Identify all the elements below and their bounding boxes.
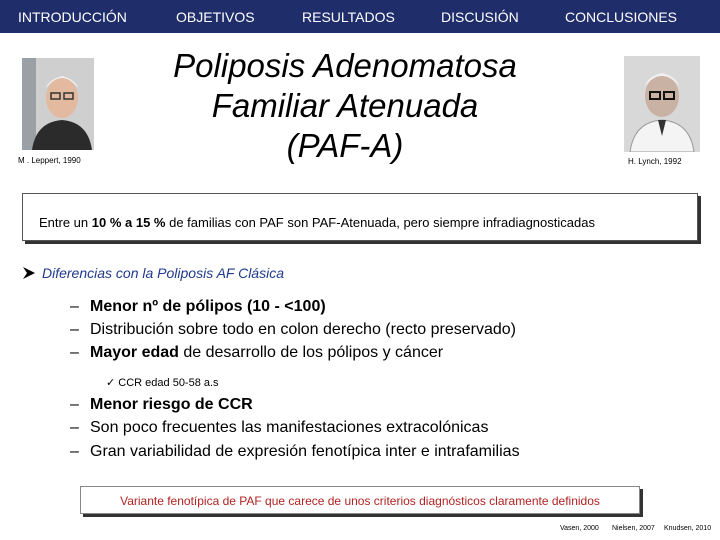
nav-item-objetivos[interactable]: OBJETIVOS	[176, 9, 255, 25]
summary-text-part-a: Entre un	[39, 215, 92, 230]
section-heading	[22, 265, 284, 281]
title-line-3: (PAF-A)	[286, 127, 404, 164]
summary-box	[22, 193, 698, 241]
checkmark-icon: ✓	[106, 377, 116, 389]
summary-text	[39, 215, 595, 230]
section-heading-text: Diferencias con la Poliposis AF Clásica	[42, 265, 284, 281]
list-item-text	[90, 298, 326, 315]
conclusion-text: Variante fenotípica de PAF que carece de unos criterios diagnósticos claramente definidos	[120, 494, 600, 508]
portrait-photo-leppert	[22, 58, 94, 150]
list-item: – Distribución sobre todo en colon derecho (recto preservado)	[70, 321, 517, 338]
summary-percentage: 10 % a 15 %	[91, 215, 166, 230]
list-item-text: Gran variabilidad de expresión fenotípica inter e intrafamilias	[90, 443, 520, 460]
list-item-text: de desarrollo de los pólipos y cáncer	[178, 344, 444, 361]
nav-item-conclusiones[interactable]: CONCLUSIONES	[565, 9, 678, 25]
nav-item-introduccion[interactable]: INTRODUCCIÓN	[18, 9, 127, 25]
summary-text-part-c: de familias con PAF son PAF-Atenuada, pero siempre infradiagnosticadas	[165, 215, 595, 230]
list-item-text: Distribución sobre todo en colon derecho (recto preservado)	[90, 321, 517, 338]
arrow-bullet-icon	[22, 266, 36, 280]
list-item: – Son poco frecuentes las manifestaciones extracolónicas	[70, 419, 489, 436]
list-item: – Gran variabilidad de expresión fenotípica inter e intrafamilias	[70, 443, 520, 460]
nav-item-discusion[interactable]: DISCUSIÓN	[441, 9, 519, 25]
top-navigation-bar	[0, 0, 720, 33]
title-line-2: Familiar Atenuada	[211, 87, 479, 124]
list-item-bold-text: Menor nº de pólipos (10 - <100)	[90, 298, 326, 315]
list-item-text: Son poco frecuentes las manifestaciones extracolónicas	[90, 419, 489, 436]
conclusion-box	[80, 486, 640, 514]
list-item: – Mayor edad de desarrollo de los pólipos y cáncer	[70, 344, 444, 361]
list-item: – Menor riesgo de CCR	[70, 396, 253, 413]
person-portrait-icon	[22, 58, 94, 150]
slide-title	[150, 46, 540, 166]
portrait-caption-left: M . Leppert, 1990	[18, 156, 81, 165]
reference-knudsen: Knudsen, 2010	[664, 525, 712, 532]
nav-item-resultados[interactable]: RESULTADOS	[302, 9, 395, 25]
list-item-bold-text: Menor riesgo de CCR	[90, 396, 253, 413]
reference-nielsen: Nielsen, 2007	[612, 525, 655, 532]
sub-list-item-text: CCR edad 50-58 a.s	[118, 377, 219, 389]
list-item: – Menor nº de pólipos (10 - <100)	[70, 298, 326, 315]
list-item-bold-text: Mayor edad	[90, 344, 179, 361]
person-portrait-icon	[624, 56, 700, 152]
portrait-photo-lynch	[624, 56, 700, 152]
portrait-caption-right: H. Lynch, 1992	[628, 157, 682, 166]
reference-vasen: Vasen, 2000	[560, 525, 599, 532]
title-line-1: Poliposis Adenomatosa	[173, 47, 517, 84]
sub-list-item	[106, 376, 219, 389]
